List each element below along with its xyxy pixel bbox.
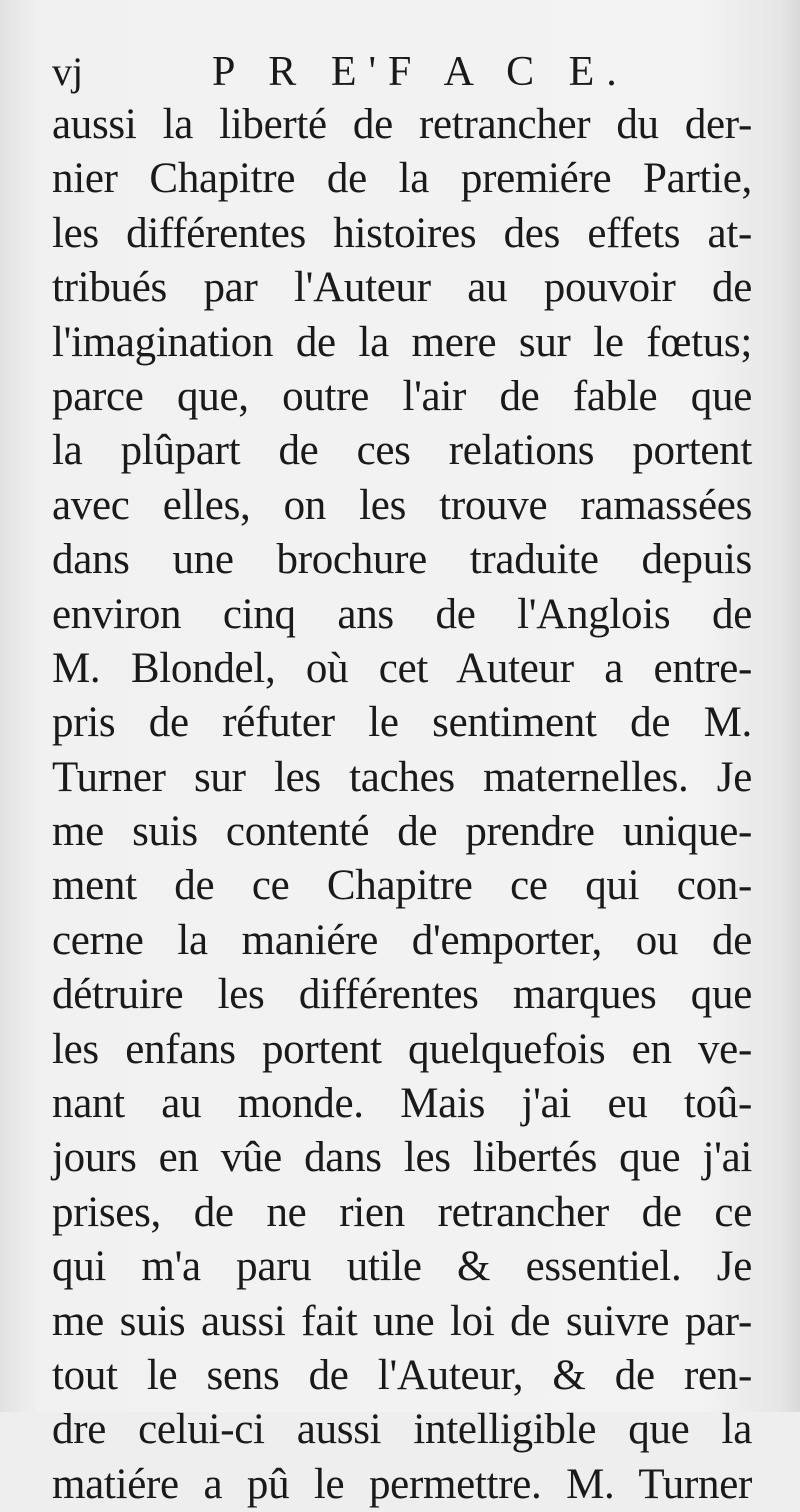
running-title: P R E'F A C E. — [212, 49, 629, 95]
text-line: dre celui-ci aussi intelligible que la — [52, 1406, 752, 1454]
text-line: tribués par l'Auteur au pouvoir de — [52, 264, 752, 312]
text-line: environ cinq ans de l'Anglois de — [52, 590, 752, 638]
text-line: jours en vûe dans les libertés que j'ai — [52, 1134, 752, 1182]
body-text — [52, 98, 752, 1512]
text-line: prises, de ne rien retrancher de ce — [52, 1188, 752, 1236]
text-line: l'imagination de la mere sur le fœtus; — [52, 318, 752, 366]
text-line: détruire les différentes marques que — [52, 971, 752, 1019]
text-line: pris de réfuter le sentiment de M. — [52, 699, 752, 747]
running-head — [52, 44, 752, 100]
text-line: Turner sur les taches maternelles. Je — [52, 753, 752, 801]
text-line: aussi la liberté de retrancher du der- — [52, 101, 752, 148]
text-line: nier Chapitre de la premiére Partie, — [52, 155, 752, 203]
text-line: qui m'a paru utile & essentiel. Je — [52, 1243, 752, 1291]
text-line: me suis aussi fait une loi de suivre par- — [52, 1297, 752, 1345]
text-line: les différentes histoires des effets at- — [52, 209, 752, 257]
text-line: matiére a pû le permettre. M. Turner — [52, 1460, 752, 1508]
text-line: parce que, outre l'air de fable que — [52, 372, 752, 420]
text-line: ment de ce Chapitre ce qui con- — [52, 862, 752, 910]
text-line: cerne la maniére d'emporter, ou de — [52, 916, 752, 964]
text-line: dans une brochure traduite depuis — [52, 536, 752, 584]
text-line: nant au monde. Mais j'ai eu toû- — [52, 1080, 752, 1128]
text-line: avec elles, on les trouve ramassées — [52, 481, 752, 529]
text-line: les enfans portent quelquefois en ve- — [52, 1025, 752, 1073]
text-line: me suis contenté de prendre unique- — [52, 808, 752, 856]
text-line: la plûpart de ces relations portent — [52, 427, 752, 475]
page-number: vj — [52, 49, 84, 94]
text-line: tout le sens de l'Auteur, & de ren- — [52, 1351, 752, 1399]
text-line: M. Blondel, où cet Auteur a entre- — [52, 644, 752, 692]
